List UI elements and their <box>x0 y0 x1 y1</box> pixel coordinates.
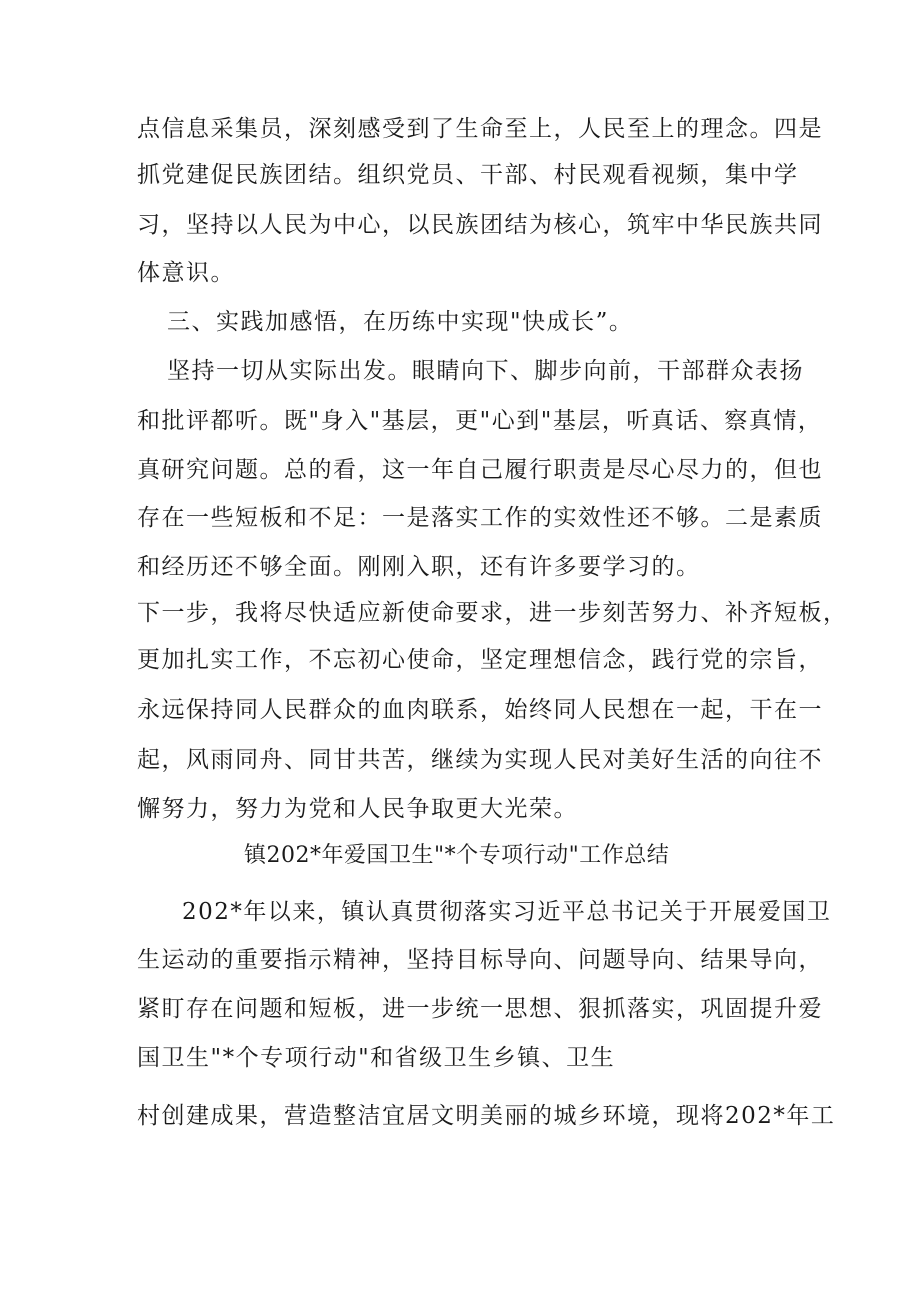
paragraph-line: 抓党建促民族团结。组织党员、干部、村民观看视频，集中学 <box>137 162 799 188</box>
paragraph-line: 生运动的重要指示精神，坚持目标导向、问题导向、结果导向， <box>137 947 823 973</box>
paragraph-line: 下一步，我将尽快适应新使命要求，进一步刻苦努力、补齐短板， <box>137 600 848 626</box>
paragraph-line: 村创建成果，营造整洁宜居文明美丽的城乡环境，现将202*年工 <box>137 1103 836 1129</box>
paragraph-line: 和批评都听。既"身入"基层，更"心到"基层，听真话、察真情， <box>137 408 823 434</box>
paragraph-line: 更加扎实工作，不忘初心使命，坚定理想信念，践行党的宗旨， <box>137 647 823 673</box>
paragraph-line: 202*年以来，镇认真贯彻落实习近平总书记关于开展爱国卫 <box>182 899 832 925</box>
paragraph-line: 紧盯存在问题和短板，进一步统一思想、狠抓落实，巩固提升爱 <box>137 996 823 1022</box>
paragraph-line: 和经历还不够全面。刚刚入职，还有许多要学习的。 <box>137 554 701 580</box>
section-heading: 三、实践加感悟，在历练中实现"快成长”。 <box>167 309 634 335</box>
paragraph-line: 起，风雨同舟、同甘共苦，继续为实现人民对美好生活的向往不 <box>137 747 823 773</box>
paragraph-line: 点信息采集员，深刻感受到了生命至上，人民至上的理念。四是 <box>137 116 823 142</box>
paragraph-line: 真研究问题。总的看，这一年自己履行职责是尽心尽力的，但也 <box>137 457 823 483</box>
paragraph-line: 体意识。 <box>137 260 235 286</box>
paragraph-line: 国卫生"*个专项行动"和省级卫生乡镇、卫生 <box>137 1045 616 1071</box>
paragraph-line: 坚持一切从实际出发。眼睛向下、脚步向前，干部群众表扬 <box>167 358 804 384</box>
paragraph-line: 习，坚持以人民为中心，以民族团结为核心，筑牢中华民族共同 <box>137 212 823 238</box>
paragraph-line: 懈努力，努力为党和人民争取更大光荣。 <box>137 796 578 822</box>
paragraph-line: 永远保持同人民群众的血肉联系，始终同人民想在一起，干在一 <box>137 697 823 723</box>
section-title: 镇202*年爱国卫生"*个专项行动"工作总结 <box>244 843 670 868</box>
paragraph-line: 存在一些短板和不足：一是落实工作的实效性还不够。二是素质 <box>137 505 823 531</box>
